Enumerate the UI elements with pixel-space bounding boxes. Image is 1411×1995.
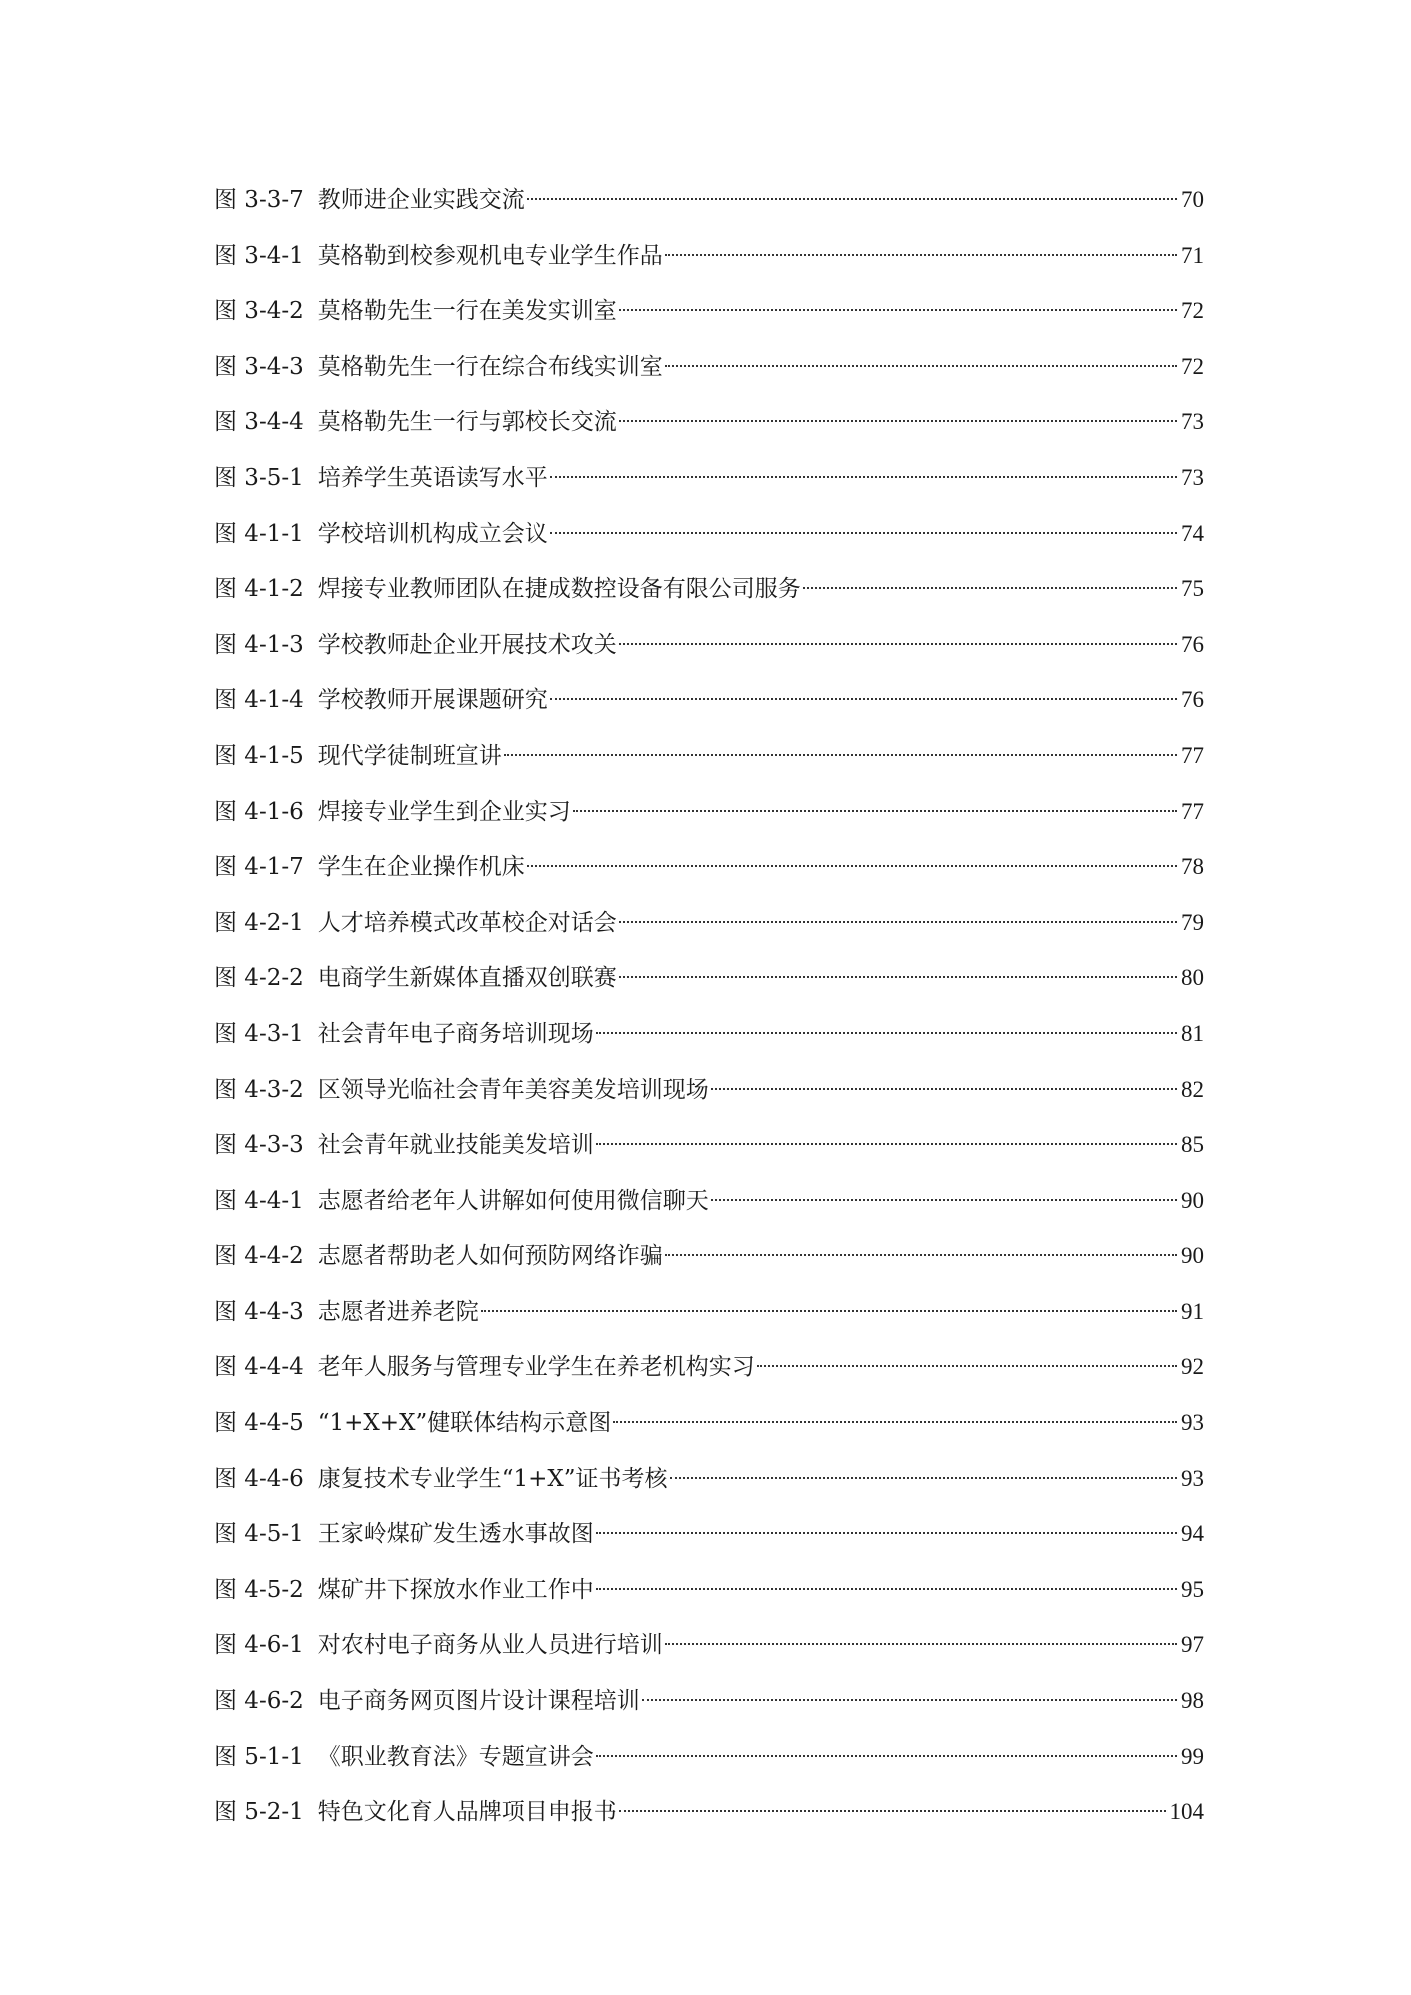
dot-leader — [711, 1088, 1177, 1090]
figure-number: 图 3-4-1 — [214, 242, 304, 269]
dot-leader — [642, 1699, 1177, 1701]
figure-title: 人才培养模式改革校企对话会 — [317, 909, 617, 936]
dot-leader — [665, 1643, 1177, 1645]
toc-entry[interactable] — [214, 1451, 1204, 1507]
figure-title: 志愿者给老年人讲解如何使用微信聊天 — [317, 1187, 709, 1214]
dot-leader — [619, 643, 1177, 645]
dot-leader — [613, 1421, 1177, 1423]
figure-title: 焊接专业学生到企业实习 — [317, 798, 571, 825]
page-number: 90 — [1181, 1243, 1204, 1269]
figure-number: 图 3-4-4 — [214, 409, 304, 436]
page-number: 81 — [1181, 1020, 1204, 1046]
figure-number: 图 4-3-3 — [214, 1132, 304, 1159]
figure-title: 莫格勒到校参观机电专业学生作品 — [317, 242, 663, 269]
toc-entry[interactable] — [214, 1729, 1204, 1785]
figure-title: 学校培训机构成立会议 — [317, 520, 548, 547]
figure-number: 图 4-6-1 — [214, 1632, 304, 1659]
toc-entry[interactable] — [214, 950, 1204, 1006]
dot-leader — [596, 1755, 1177, 1757]
toc-entry[interactable] — [214, 1228, 1204, 1284]
figure-number: 图 4-4-5 — [214, 1410, 304, 1437]
figure-title: 学校教师开展课题研究 — [317, 687, 548, 714]
page-number: 73 — [1181, 409, 1204, 435]
figure-title: 学校教师赴企业开展技术攻关 — [317, 631, 617, 658]
dot-leader — [670, 1477, 1177, 1479]
figure-title: 对农村电子商务从业人员进行培训 — [317, 1632, 663, 1659]
dot-leader — [619, 1810, 1166, 1812]
figure-number: 图 4-1-7 — [214, 854, 304, 881]
figure-title: 特色文化育人品牌项目申报书 — [317, 1799, 617, 1826]
figure-number: 图 4-4-6 — [214, 1465, 304, 1492]
page-number: 93 — [1181, 1410, 1204, 1436]
figure-title: 电子商务网页图片设计课程培训 — [317, 1688, 640, 1715]
figure-title: 老年人服务与管理专业学生在养老机构实习 — [317, 1354, 755, 1381]
figure-number: 图 3-5-1 — [214, 464, 304, 491]
toc-entry[interactable] — [214, 450, 1204, 506]
figure-number: 图 3-4-2 — [214, 298, 304, 325]
dot-leader — [665, 254, 1177, 256]
page-number: 91 — [1181, 1298, 1204, 1324]
dot-leader — [481, 1310, 1177, 1312]
toc-entry[interactable] — [214, 1339, 1204, 1395]
page-number: 85 — [1181, 1132, 1204, 1158]
page-number: 98 — [1181, 1688, 1204, 1714]
figure-number: 图 4-3-2 — [214, 1076, 304, 1103]
figure-number: 图 4-4-4 — [214, 1354, 304, 1381]
figure-title: 王家岭煤矿发生透水事故图 — [317, 1521, 594, 1548]
dot-leader — [619, 976, 1177, 978]
figure-title: 社会青年就业技能美发培训 — [317, 1132, 594, 1159]
toc-entry[interactable] — [214, 617, 1204, 673]
toc-entry[interactable] — [214, 561, 1204, 617]
dot-leader — [619, 420, 1177, 422]
figure-number: 图 4-1-3 — [214, 631, 304, 658]
toc-entry[interactable] — [214, 784, 1204, 840]
toc-entry[interactable] — [214, 728, 1204, 784]
page-number: 72 — [1181, 298, 1204, 324]
toc-entry[interactable] — [214, 1673, 1204, 1729]
figure-title: 电商学生新媒体直播双创联赛 — [317, 965, 617, 992]
figure-number: 图 4-1-6 — [214, 798, 304, 825]
figure-number: 图 4-4-2 — [214, 1243, 304, 1270]
figure-title: 莫格勒先生一行与郭校长交流 — [317, 409, 617, 436]
toc-entry[interactable] — [214, 1173, 1204, 1229]
figure-number: 图 4-4-3 — [214, 1298, 304, 1325]
toc-entry[interactable] — [214, 394, 1204, 450]
figure-number: 图 4-1-5 — [214, 742, 304, 769]
page-number: 74 — [1181, 520, 1204, 546]
dot-leader — [550, 532, 1177, 534]
toc-entry[interactable] — [214, 283, 1204, 339]
toc-entry[interactable] — [214, 895, 1204, 951]
figure-title: 学生在企业操作机床 — [317, 854, 525, 881]
figure-title: 《职业教育法》专题宣讲会 — [317, 1743, 594, 1770]
dot-leader — [527, 865, 1177, 867]
dot-leader — [619, 309, 1177, 311]
dot-leader — [665, 1254, 1177, 1256]
page-number: 79 — [1181, 909, 1204, 935]
figure-number: 图 4-2-1 — [214, 909, 304, 936]
page-number: 104 — [1169, 1799, 1204, 1825]
figure-number: 图 5-2-1 — [214, 1799, 304, 1826]
page-number: 77 — [1181, 798, 1204, 824]
page-number: 97 — [1181, 1632, 1204, 1658]
figure-number: 图 4-2-2 — [214, 965, 304, 992]
page-number: 95 — [1181, 1576, 1204, 1602]
figure-number: 图 4-5-1 — [214, 1521, 304, 1548]
page-number: 75 — [1181, 576, 1204, 602]
toc-entry[interactable] — [214, 672, 1204, 728]
figure-number: 图 4-4-1 — [214, 1187, 304, 1214]
page-number: 94 — [1181, 1521, 1204, 1547]
toc-entry[interactable] — [214, 339, 1204, 395]
figure-number: 图 4-3-1 — [214, 1020, 304, 1047]
toc-entry[interactable] — [214, 1284, 1204, 1340]
dot-leader — [619, 921, 1177, 923]
toc-entry[interactable] — [214, 506, 1204, 562]
figure-index-list — [214, 172, 1204, 1840]
toc-entry[interactable] — [214, 1117, 1204, 1173]
figure-title: 志愿者帮助老人如何预防网络诈骗 — [317, 1243, 663, 1270]
toc-entry[interactable] — [214, 839, 1204, 895]
page-number: 73 — [1181, 464, 1204, 490]
figure-title: 社会青年电子商务培训现场 — [317, 1020, 594, 1047]
figure-title: 志愿者进养老院 — [317, 1298, 479, 1325]
page-number: 99 — [1181, 1743, 1204, 1769]
toc-entry[interactable] — [214, 172, 1204, 228]
figure-number: 图 4-1-1 — [214, 520, 304, 547]
figure-number: 图 4-1-2 — [214, 576, 304, 603]
toc-entry[interactable] — [214, 1562, 1204, 1618]
dot-leader — [573, 810, 1177, 812]
figure-number: 图 3-3-7 — [214, 187, 304, 213]
dot-leader — [504, 754, 1177, 756]
toc-entry[interactable] — [214, 228, 1204, 284]
page-number: 76 — [1181, 687, 1204, 713]
page-number: 92 — [1181, 1354, 1204, 1380]
figure-title: 康复技术专业学生“1+X”证书考核 — [317, 1465, 668, 1492]
dot-leader — [527, 198, 1177, 200]
page-number: 76 — [1181, 631, 1204, 657]
dot-leader — [711, 1199, 1177, 1201]
dot-leader — [596, 1588, 1177, 1590]
toc-entry[interactable] — [214, 1062, 1204, 1118]
figure-number: 图 4-1-4 — [214, 687, 304, 714]
page-number: 80 — [1181, 965, 1204, 991]
figure-title: 培养学生英语读写水平 — [317, 464, 548, 491]
dot-leader — [596, 1032, 1177, 1034]
figure-number: 图 4-6-2 — [214, 1688, 304, 1715]
dot-leader — [596, 1143, 1177, 1145]
figure-number: 图 4-5-2 — [214, 1576, 304, 1603]
figure-title: 莫格勒先生一行在美发实训室 — [317, 298, 617, 325]
figure-title: “1+X+X”健联体结构示意图 — [317, 1410, 612, 1437]
figure-title: 煤矿井下探放水作业工作中 — [317, 1576, 594, 1603]
dot-leader — [550, 698, 1177, 700]
dot-leader — [665, 365, 1177, 367]
toc-entry[interactable] — [214, 1006, 1204, 1062]
dot-leader — [757, 1365, 1177, 1367]
toc-entry[interactable] — [214, 1784, 1204, 1840]
page-number: 70 — [1181, 187, 1204, 212]
page-number: 71 — [1181, 242, 1204, 268]
page-number: 82 — [1181, 1076, 1204, 1102]
page-number: 72 — [1181, 353, 1204, 379]
toc-entry[interactable] — [214, 1506, 1204, 1562]
page-number: 77 — [1181, 742, 1204, 768]
figure-title: 焊接专业教师团队在捷成数控设备有限公司服务 — [317, 576, 801, 603]
page-number: 90 — [1181, 1187, 1204, 1213]
figure-title: 区领导光临社会青年美容美发培训现场 — [317, 1076, 709, 1103]
figure-title: 莫格勒先生一行在综合布线实训室 — [317, 353, 663, 380]
figure-number: 图 5-1-1 — [214, 1743, 304, 1770]
dot-leader — [803, 587, 1177, 589]
figure-title: 现代学徒制班宣讲 — [317, 742, 502, 769]
page-number: 78 — [1181, 854, 1204, 880]
page-number: 93 — [1181, 1465, 1204, 1491]
figure-number: 图 3-4-3 — [214, 353, 304, 380]
figure-title: 教师进企业实践交流 — [317, 187, 525, 213]
toc-entry[interactable] — [214, 1617, 1204, 1673]
dot-leader — [550, 476, 1177, 478]
toc-entry[interactable] — [214, 1395, 1204, 1451]
dot-leader — [596, 1532, 1177, 1534]
